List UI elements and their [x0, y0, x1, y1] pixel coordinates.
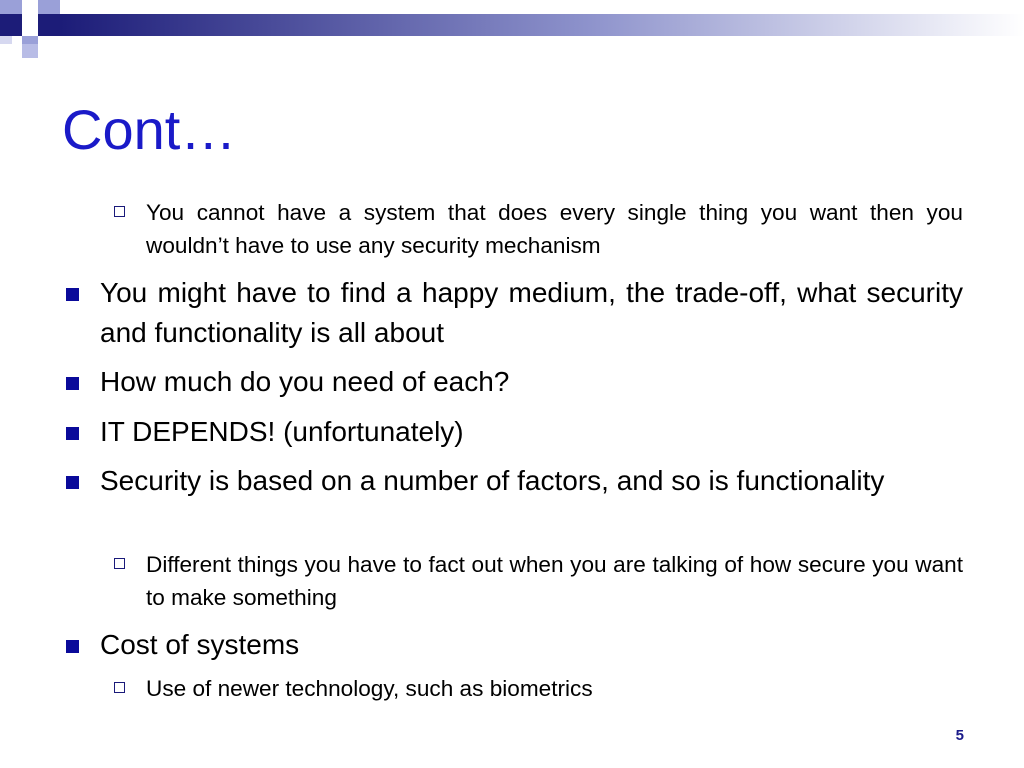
slide-title: Cont…: [62, 98, 237, 161]
hollow-square-bullet-icon: [114, 558, 125, 569]
bullet-text: Cost of systems: [100, 629, 300, 660]
bullet-text: Security is based on a number of factors, and so is functionality: [100, 465, 885, 496]
bullet-text: How much do you need of each?: [100, 366, 510, 397]
square-bullet-icon: [66, 640, 79, 653]
bullet-text: Different things you have to fact out when you are talking of how secure you want to make something: [146, 552, 963, 610]
slide-number: 5: [955, 727, 964, 744]
sub-bullet-item: [146, 196, 963, 262]
square-bullet-icon: [66, 377, 79, 390]
bullet-item: [100, 412, 963, 452]
bullet-item: [100, 273, 963, 353]
square-bullet-icon: [66, 476, 79, 489]
header-gradient-bar: [0, 0, 1024, 60]
bullet-item: [100, 461, 963, 501]
bullet-item: [100, 362, 963, 402]
bullet-text: You cannot have a system that does every single thing you want then you wouldn’t have to use any security mechanism: [146, 200, 963, 258]
sub-bullet-item: [146, 672, 963, 705]
bullet-text: Use of newer technology, such as biometrics: [146, 676, 593, 701]
bullet-item: [100, 625, 963, 665]
hollow-square-bullet-icon: [114, 682, 125, 693]
header-square: [0, 0, 22, 14]
square-bullet-icon: [66, 427, 79, 440]
square-bullet-icon: [66, 288, 79, 301]
sub-bullet-item: [146, 548, 963, 614]
bullet-text: IT DEPENDS! (unfortunately): [100, 416, 464, 447]
bullet-text: You might have to find a happy medium, the trade-off, what security and functionality is all about: [100, 277, 963, 348]
header-decoration: [0, 0, 1024, 60]
hollow-square-bullet-icon: [114, 206, 125, 217]
